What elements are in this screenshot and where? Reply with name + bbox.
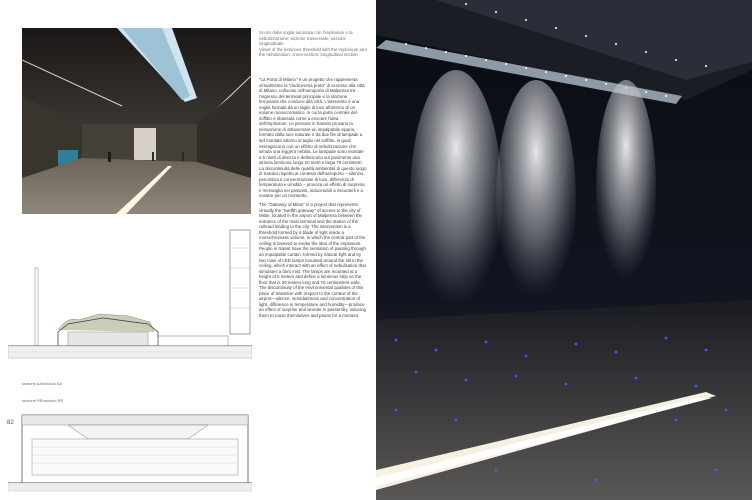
caption-italian: Scorci della soglia luminosa con l'implovium e la nebulizzazione; sezione trasversale; sezione longitudinale (259, 30, 353, 47)
caption (259, 30, 367, 58)
mist-curtain-photo (376, 0, 752, 500)
section-rr-drawing (8, 405, 252, 493)
page-number: 82 (7, 420, 14, 426)
body-italian: "La Porta di Milano" è un progetto che rappresenta virtualmente la "dodicesima porta" di accesso alla città di Milano, collocato nell'aeroporto di Malpensa tra l'ingresso del terminal principale e la stazione ferroviaria che conduce alla città. L'intervento è una soglia formata da un taglio di luce all'interno di un volume monocromatico, in cui la parte centrale del soffitto è ribassata come a evocare l'idea dell'implovium. Le persone in transito provano la sensazione di attraversare un impalpabile sipario, formato dalla luce naturale e da due file di lampade a led montate attorno al taglio nel soffitto, in quali interagiscono con un effetto di nebulizzazione che simula una leggera nebbia. Le lampade sono montate a 5 metri di altezza e definiscono sul pavimento una striscia luminosa lunga 20 metri e larga 70 centimetri. La discontinuità delle qualità ambientali di questo luogo di transito rispetto al contesto dell'aeroporto – silenzio, penombra e concentrazione di luce, differenza di temperatura e umidità – provoca un effetto di sorpresa e meraviglia nei passanti, inducendoli a riscuoterli e a sostare per un momento. (259, 77, 367, 199)
corridor-photo (22, 28, 251, 214)
section-aa-svg (8, 228, 252, 378)
body-text (259, 77, 367, 322)
section-rr-label: sezione RR/section RR (22, 398, 64, 403)
caption-english: Views of the luminous threshold with the implovium and the nebulization; cross-section; longitudinal section (259, 46, 367, 58)
body-english: The "Gateway of Milan" is a project that represents virtually the "twelfth gateway" of access to the city of Milan, located in the airport of Malpensa between the entrance of the main terminal and the station of the railroad leading to the city. The intervention is a threshold formed by a blade of light inside a monochromatic volume, in which the central part of the ceiling is lowered to evoke the idea of the implovium. People in transit have the sensation of passing through an impalpable curtain, formed by natural light and by two rows of LED lamps mounted around the slit in the ceiling, which interact with an effect of nebulization that simulates a faint mist. The lamps are mounted at a height of 5 meters and define a luminous strip on the floor that is 20 meters long and 70 centimeters wide. The discontinuity of the environmental qualities of this place of transition with respect to the context of the airport—silence, semidarkness and concentration of light, difference in temperature and humidity—produce an effect of surprise and wonder in passersby, inducing them to rouse themselves and pause for a moment. (259, 202, 366, 318)
section-aa-label: sezione AA/section AA (22, 381, 63, 386)
section-aa-drawing (8, 228, 252, 378)
corridor-photo-image (22, 28, 251, 214)
right-page (376, 0, 752, 500)
section-rr-svg (8, 405, 252, 493)
